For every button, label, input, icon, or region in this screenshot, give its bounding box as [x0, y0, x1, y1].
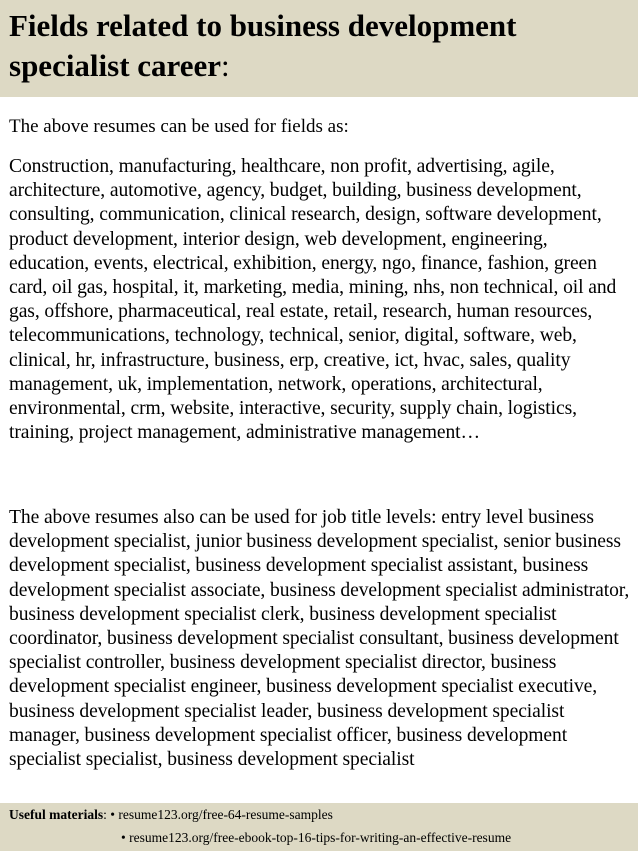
footer-line-2	[121, 830, 511, 846]
footer-link-1[interactable]: • resume123.org/free-64-resume-samples	[110, 807, 333, 822]
footer-label: Useful materials	[9, 807, 104, 822]
page-title-text: Fields related to business development specialist career	[9, 8, 517, 83]
page-title-colon: :	[221, 48, 230, 83]
job-levels-paragraph: The above resumes also can be used for job title levels: entry level business development specialist, junior business development specialist, senior business development specialist, business development specialist assistant, business development specialist associate, business development specialist administrator, business development specialist clerk, business development specialist coordinator, business development specialist consultant, business development specialist controller, business development specialist director, business development specialist engineer, business development specialist executive, business development specialist leader, business development specialist manager, business development specialist officer, business development specialist specialist, business development specialist	[9, 507, 630, 771]
footer-line-1	[9, 807, 333, 823]
title-band	[0, 0, 638, 97]
footer-separator: :	[103, 807, 111, 822]
intro-text: The above resumes can be used for fields as:	[9, 116, 349, 137]
footer-link-2[interactable]: • resume123.org/free-ebook-top-16-tips-for-writing-an-effective-resume	[121, 830, 512, 845]
page-title	[9, 6, 629, 86]
footer	[0, 803, 638, 851]
fields-paragraph: Construction, manufacturing, healthcare, non profit, advertising, agile, architecture, automotive, agency, budget, building, business development, consulting, communication, clinical research, design, software development, product development, interior design, web development, engineering, education, events, electrical, exhibition, energy, ngo, finance, fashion, green card, oil gas, hospital, it, marketing, media, mining, nhs, non technical, oil and gas, offshore, pharmaceutical, real estate, retail, research, human resources, telecommunications, technology, technical, senior, digital, software, web, clinical, hr, infrastructure, business, erp, creative, ict, hvac, sales, quality management, uk, implementation, network, operations, architectural, environmental, crm, website, interactive, security, supply chain, logistics, training, project management, administrative management…	[9, 156, 617, 444]
